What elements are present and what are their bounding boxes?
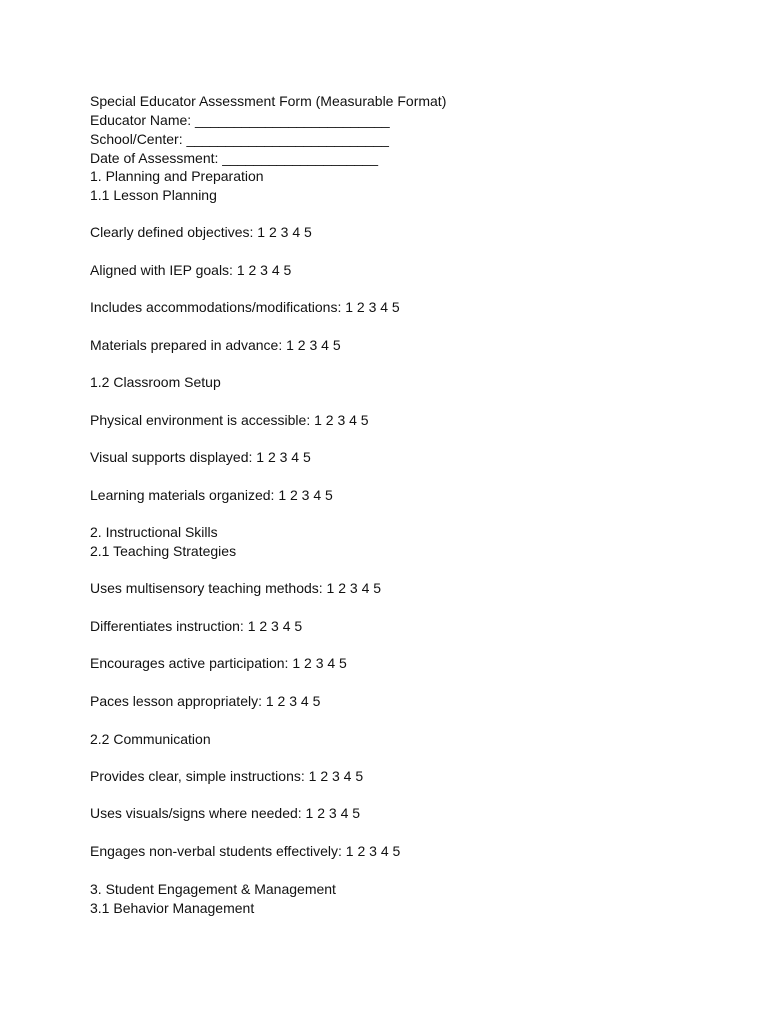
rating-item: Physical environment is accessible: 1 2 3 4 5: [90, 412, 369, 428]
section-heading-planning: 1. Planning and Preparation: [90, 168, 264, 184]
subsection-heading-communication: 2.2 Communication: [90, 731, 211, 747]
rating-item: Visual supports displayed: 1 2 3 4 5: [90, 449, 311, 465]
rating-item: Clearly defined objectives: 1 2 3 4 5: [90, 224, 312, 240]
date-of-assessment-field: Date of Assessment: ____________________: [90, 150, 379, 166]
section-heading-student-engagement: 3. Student Engagement & Management: [90, 881, 336, 897]
rating-item: Includes accommodations/modifications: 1 2 3 4 5: [90, 299, 400, 315]
form-title: Special Educator Assessment Form (Measurable Format): [90, 93, 447, 109]
rating-item: Engages non-verbal students effectively: 1 2 3 4 5: [90, 843, 401, 859]
rating-item: Aligned with IEP goals: 1 2 3 4 5: [90, 262, 292, 278]
rating-item: Uses multisensory teaching methods: 1 2 3 4 5: [90, 580, 382, 596]
educator-name-field: Educator Name: _________________________: [90, 112, 390, 128]
rating-item: Provides clear, simple instructions: 1 2 3 4 5: [90, 768, 364, 784]
subsection-heading-classroom-setup: 1.2 Classroom Setup: [90, 374, 221, 390]
rating-item: Differentiates instruction: 1 2 3 4 5: [90, 618, 303, 634]
subsection-heading-behavior-management: 3.1 Behavior Management: [90, 900, 255, 916]
rating-item: Encourages active participation: 1 2 3 4 5: [90, 655, 347, 671]
rating-item: Learning materials organized: 1 2 3 4 5: [90, 487, 333, 503]
school-center-field: School/Center: __________________________: [90, 131, 389, 147]
section-heading-instructional-skills: 2. Instructional Skills: [90, 524, 218, 540]
subsection-heading-teaching-strategies: 2.1 Teaching Strategies: [90, 543, 237, 559]
rating-item: Paces lesson appropriately: 1 2 3 4 5: [90, 693, 321, 709]
rating-item: Materials prepared in advance: 1 2 3 4 5: [90, 337, 341, 353]
rating-item: Uses visuals/signs where needed: 1 2 3 4 5: [90, 805, 361, 821]
subsection-heading-lesson-planning: 1.1 Lesson Planning: [90, 187, 217, 203]
